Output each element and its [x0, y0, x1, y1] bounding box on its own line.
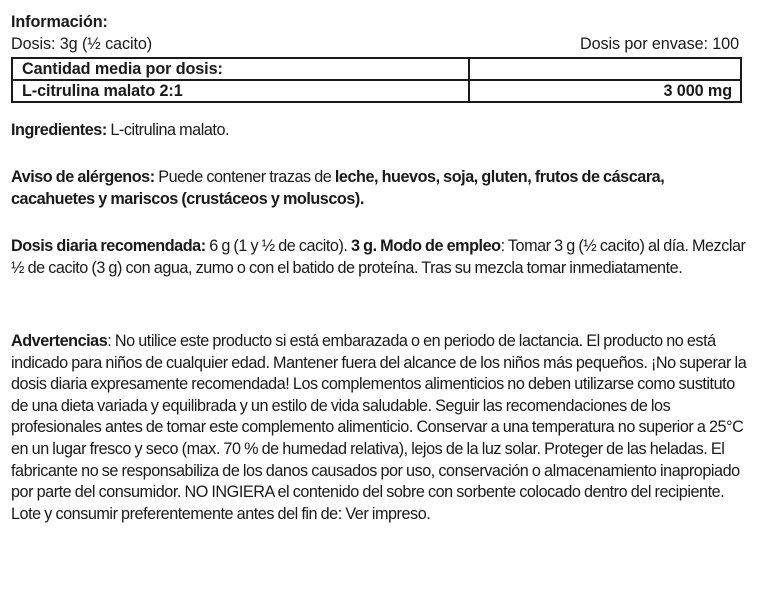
dosage-text: 6 g (1 y ½ de cacito).	[205, 237, 352, 255]
usage-label: 3 g. Modo de empleo	[351, 237, 501, 255]
product-label-document	[11, 12, 746, 103]
nutrition-table	[11, 57, 742, 103]
allergens-label: Aviso de alérgenos:	[11, 168, 155, 186]
table-header-cell	[469, 58, 741, 80]
table-header-cell: Cantidad media por dosis:	[12, 58, 469, 80]
allergens-paragraph	[11, 167, 747, 210]
ingredients-paragraph	[11, 120, 747, 142]
warnings-label: Advertencias	[11, 332, 108, 350]
warnings-paragraph	[11, 331, 747, 525]
ingredients-text: L-citrulina malato.	[106, 121, 230, 139]
dose-label: Dosis: 3g (½ cacito)	[11, 35, 153, 53]
allergens-text: Puede contener trazas de	[154, 168, 335, 186]
doses-per-container: Dosis por envase: 100	[580, 35, 739, 53]
table-header-row	[12, 58, 741, 80]
ingredient-name-cell: L-citrulina malato 2:1	[12, 80, 469, 102]
dose-row	[11, 34, 739, 56]
warnings-text: : No utilice este producto si está embarazada o en periodo de lactancia. El producto no está indicado para niños de cualquier edad. Mantener fuera del alcance de los niños más pequeños. ¡No superar la dosis diaria expresamente recomendada! Los complementos alimenticios no deben utilizarse como sustituto de una dieta variada y equilibrada y un estilo de vida saludable. Seguir las recomendaciones de los profesionales antes de tomar este complemento alimenticio. Conservar a una temperatura no superior a 25°C en un lugar fresco y seco (max. 70 % de humedad relativa), lejos de la luz solar. Proteger de las heladas. El fabricante no se responsabiliza de los danos causados por uso, conservación o almacenamiento inapropiado por parte del consumidor. NO INGIERA el contenido del sobre con sorbente colocado dentro del recipiente. Lote y consumir preferentemente antes del fin de: Ver impreso.	[11, 332, 747, 523]
usage-text: : Tomar 3 g (½ cacito) al día. Mezclar ½ de cacito (3 g) con agua, zumo o con el batido de proteína. Tras su mezcla tomar inmediatamente.	[11, 237, 746, 277]
dosage-label: Dosis diaria recomendada:	[11, 237, 206, 255]
info-heading: Información:	[11, 13, 108, 31]
table-row	[12, 80, 741, 102]
ingredients-label: Ingredientes:	[11, 121, 107, 139]
dosage-paragraph	[11, 236, 747, 279]
allergens-list: leche, huevos, soja, gluten, frutos de cáscara, cacahuetes y mariscos (crustáceos y moluscos).	[11, 168, 665, 208]
ingredient-amount-cell: 3 000 mg	[469, 80, 741, 102]
